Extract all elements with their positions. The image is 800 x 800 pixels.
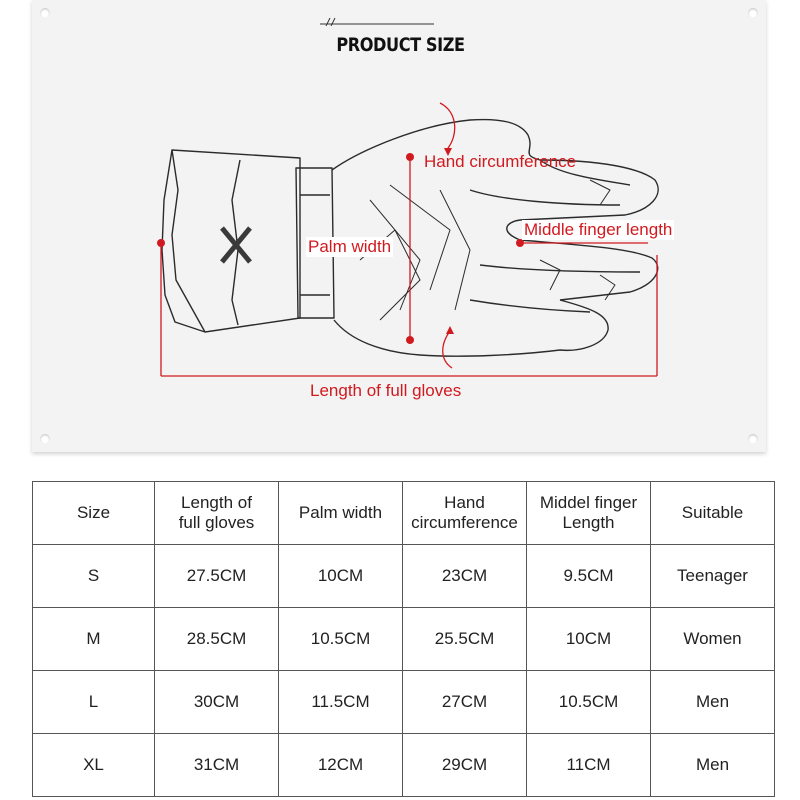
size-table bbox=[32, 481, 775, 797]
cell-suitable: Teenager bbox=[651, 545, 775, 608]
table-row bbox=[33, 608, 775, 671]
table-header-row bbox=[33, 482, 775, 545]
cell-length: 31CM bbox=[155, 734, 279, 797]
label-length-full-gloves: Length of full gloves bbox=[310, 381, 462, 400]
cell-palm-width: 12CM bbox=[279, 734, 403, 797]
cell-palm-width: 10CM bbox=[279, 545, 403, 608]
cell-middle-finger: 9.5CM bbox=[527, 545, 651, 608]
cell-size: S bbox=[33, 545, 155, 608]
cell-suitable: Men bbox=[651, 671, 775, 734]
page-title: PRODUCT SIZE bbox=[335, 34, 465, 56]
label-middle-finger-length: Middle finger length bbox=[524, 220, 673, 239]
cell-hand-circumference: 29CM bbox=[403, 734, 527, 797]
cell-hand-circumference: 27CM bbox=[403, 671, 527, 734]
cell-suitable: Men bbox=[651, 734, 775, 797]
table-row bbox=[33, 545, 775, 608]
cell-middle-finger: 10.5CM bbox=[527, 671, 651, 734]
table-row bbox=[33, 671, 775, 734]
header-hand-circumference: Hand circumference bbox=[403, 482, 527, 545]
label-palm-width: Palm width bbox=[308, 237, 392, 256]
cell-length: 30CM bbox=[155, 671, 279, 734]
cell-middle-finger: 11CM bbox=[527, 734, 651, 797]
cell-middle-finger: 10CM bbox=[527, 608, 651, 671]
cell-length: 27.5CM bbox=[155, 545, 279, 608]
header-suitable: Suitable bbox=[651, 482, 775, 545]
cell-palm-width: 10.5CM bbox=[279, 608, 403, 671]
cell-palm-width: 11.5CM bbox=[279, 671, 403, 734]
cell-length: 28.5CM bbox=[155, 608, 279, 671]
cell-suitable: Women bbox=[651, 608, 775, 671]
header-size: Size bbox=[33, 482, 155, 545]
cell-size: XL bbox=[33, 734, 155, 797]
table-row bbox=[33, 734, 775, 797]
header-middle-finger-length: Middel finger Length bbox=[527, 482, 651, 545]
cell-hand-circumference: 25.5CM bbox=[403, 608, 527, 671]
cell-size: M bbox=[33, 608, 155, 671]
label-hand-circumference: Hand circumference bbox=[424, 152, 577, 171]
cell-size: L bbox=[33, 671, 155, 734]
cell-hand-circumference: 23CM bbox=[403, 545, 527, 608]
header-length-full-gloves: Length of full gloves bbox=[155, 482, 279, 545]
header-palm-width: Palm width bbox=[279, 482, 403, 545]
